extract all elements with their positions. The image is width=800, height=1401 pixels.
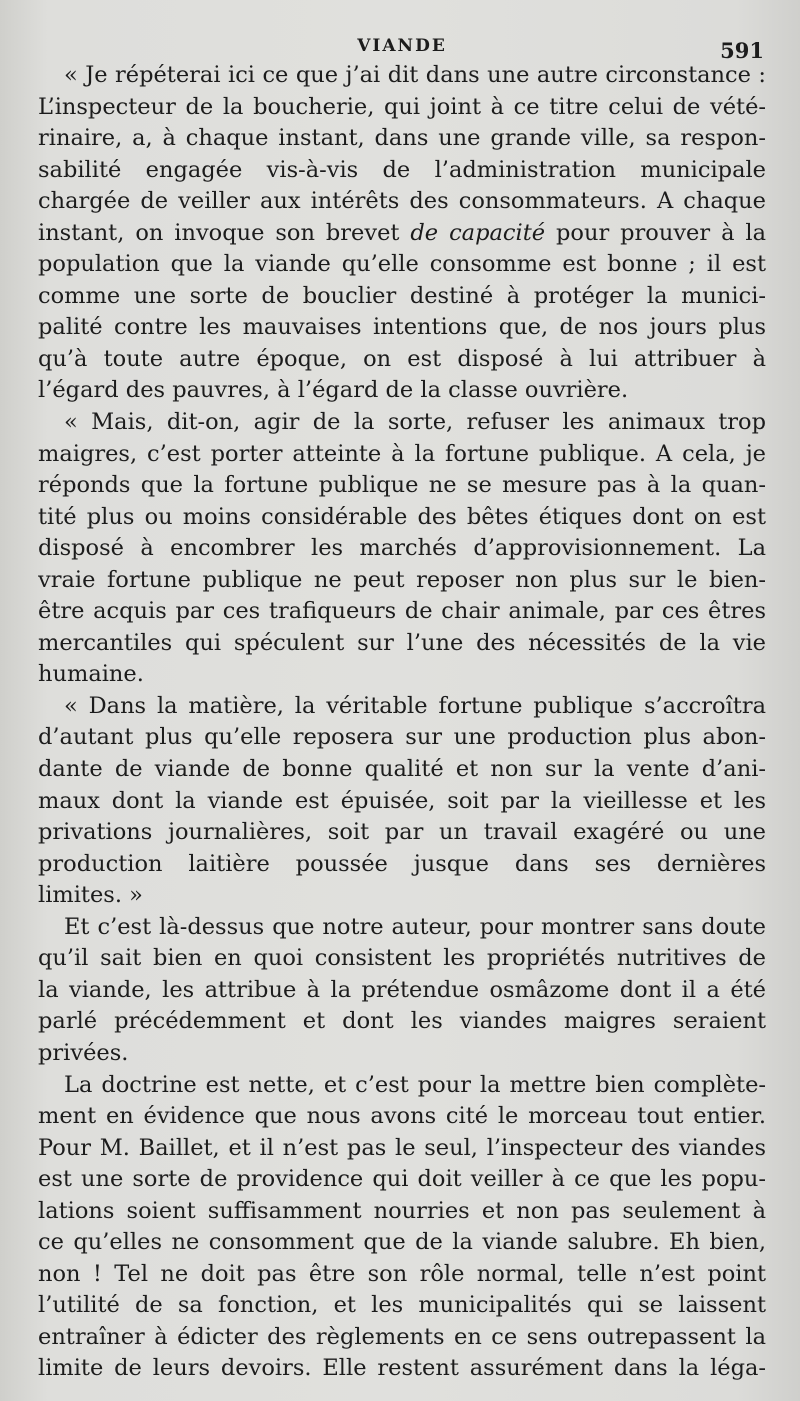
- text-line: « Dans la matière, la véritable fortune publique s’accroîtra: [64, 692, 766, 719]
- text-line: limites. »: [38, 882, 143, 909]
- text-line: humaine.: [38, 661, 144, 688]
- text-line: « Mais, dit-on, agir de la sorte, refuser les animaux trop: [64, 409, 766, 436]
- text-segment: pour prouver à la: [556, 219, 766, 246]
- text-line: la viande, les attribue à la prétendue osmâzome dont il a été: [38, 976, 766, 1003]
- text-line: tité plus ou moins considérable des bêtes étiques dont on est: [38, 503, 766, 530]
- text-line: l’égard des pauvres, à l’égard de la classe ouvrière.: [38, 377, 629, 404]
- running-head: [38, 0, 766, 63]
- italic-phrase: de capacité: [410, 219, 546, 246]
- text-line: production laitière poussée jusque dans ses dernières: [38, 850, 766, 877]
- text-line: [38, 218, 766, 250]
- text-line: Et c’est là-dessus que notre auteur, pour montrer sans doute: [64, 913, 766, 940]
- page-number: 591: [720, 38, 764, 63]
- text-line: d’autant plus qu’elle reposera sur une production plus abon-: [38, 724, 766, 751]
- text-line: qu’à toute autre époque, on est disposé à lui attribuer à: [38, 345, 766, 372]
- running-title: VIANDE: [357, 36, 447, 56]
- text-line: « Je répéterai ici ce que j’ai dit dans une autre circonstance :: [64, 62, 766, 88]
- text-line: ce qu’elles ne consomment que de la viande salubre. Eh bien,: [38, 1229, 766, 1256]
- text-line: disposé à encombrer les marchés d’approvisionnement. La: [38, 535, 766, 562]
- text-line: lations soient suffisamment nourries et non pas seulement à: [38, 1197, 766, 1224]
- text-line: ment en évidence que nous avons cité le morceau tout entier.: [38, 1103, 766, 1130]
- text-line: maigres, c’est porter atteinte à la fortune publique. A cela, je: [38, 440, 766, 467]
- text-line: privées.: [38, 1039, 129, 1066]
- text-line: est une sorte de providence qui doit veiller à ce que les popu-: [38, 1166, 766, 1193]
- text-line: La doctrine est nette, et c’est pour la mettre bien complète-: [64, 1071, 766, 1098]
- text-line: mercantiles qui spéculent sur l’une des nécessités de la vie: [38, 629, 766, 656]
- text-line: Pour M. Baillet, et il n’est pas le seul, l’inspecteur des viandes: [38, 1134, 766, 1161]
- text-line: population que la viande qu’elle consomme est bonne ; il est: [38, 251, 766, 278]
- text-line: l’utilité de sa fonction, et les municipalités qui se laissent: [38, 1292, 766, 1319]
- text-line: réponds que la fortune publique ne se mesure pas à la quan-: [38, 472, 766, 499]
- text-line: qu’il sait bien en quoi consistent les propriétés nutritives de: [38, 945, 766, 972]
- text-line: être acquis par ces trafiqueurs de chair animale, par ces êtres: [38, 598, 766, 625]
- text-line: vraie fortune publique ne peut reposer non plus sur le bien-: [38, 566, 766, 593]
- text-line: chargée de veiller aux intérêts des consommateurs. A chaque: [38, 188, 766, 215]
- text-line: sabilité engagée vis-à-vis de l’administration municipale: [38, 156, 766, 183]
- text-line: dante de viande de bonne qualité et non sur la vente d’ani-: [38, 756, 766, 783]
- text-segment: instant, on invoque son brevet: [38, 219, 400, 246]
- text-line: privations journalières, soit par un travail exagéré ou une: [38, 819, 766, 846]
- text-line: L’inspecteur de la boucherie, qui joint à ce titre celui de vété-: [38, 93, 766, 120]
- text-line: palité contre les mauvaises intentions que, de nos jours plus: [38, 314, 766, 341]
- text-line: comme une sorte de bouclier destiné à protéger la munici-: [38, 282, 766, 309]
- text-line: non ! Tel ne doit pas être son rôle normal, telle n’est point: [38, 1260, 766, 1287]
- text-line: rinaire, a, à chaque instant, dans une grande ville, sa respon-: [38, 125, 766, 152]
- text-line: maux dont la viande est épuisée, soit par la vieillesse et les: [38, 787, 766, 814]
- text-line: parlé précédemment et dont les viandes maigres seraient: [38, 1008, 766, 1035]
- text-line: entraîner à édicter des règlements en ce sens outrepassent la: [38, 1323, 766, 1350]
- text-line: limite de leurs devoirs. Elle restent assurément dans la léga-: [38, 1355, 766, 1382]
- body-text: [38, 60, 766, 1385]
